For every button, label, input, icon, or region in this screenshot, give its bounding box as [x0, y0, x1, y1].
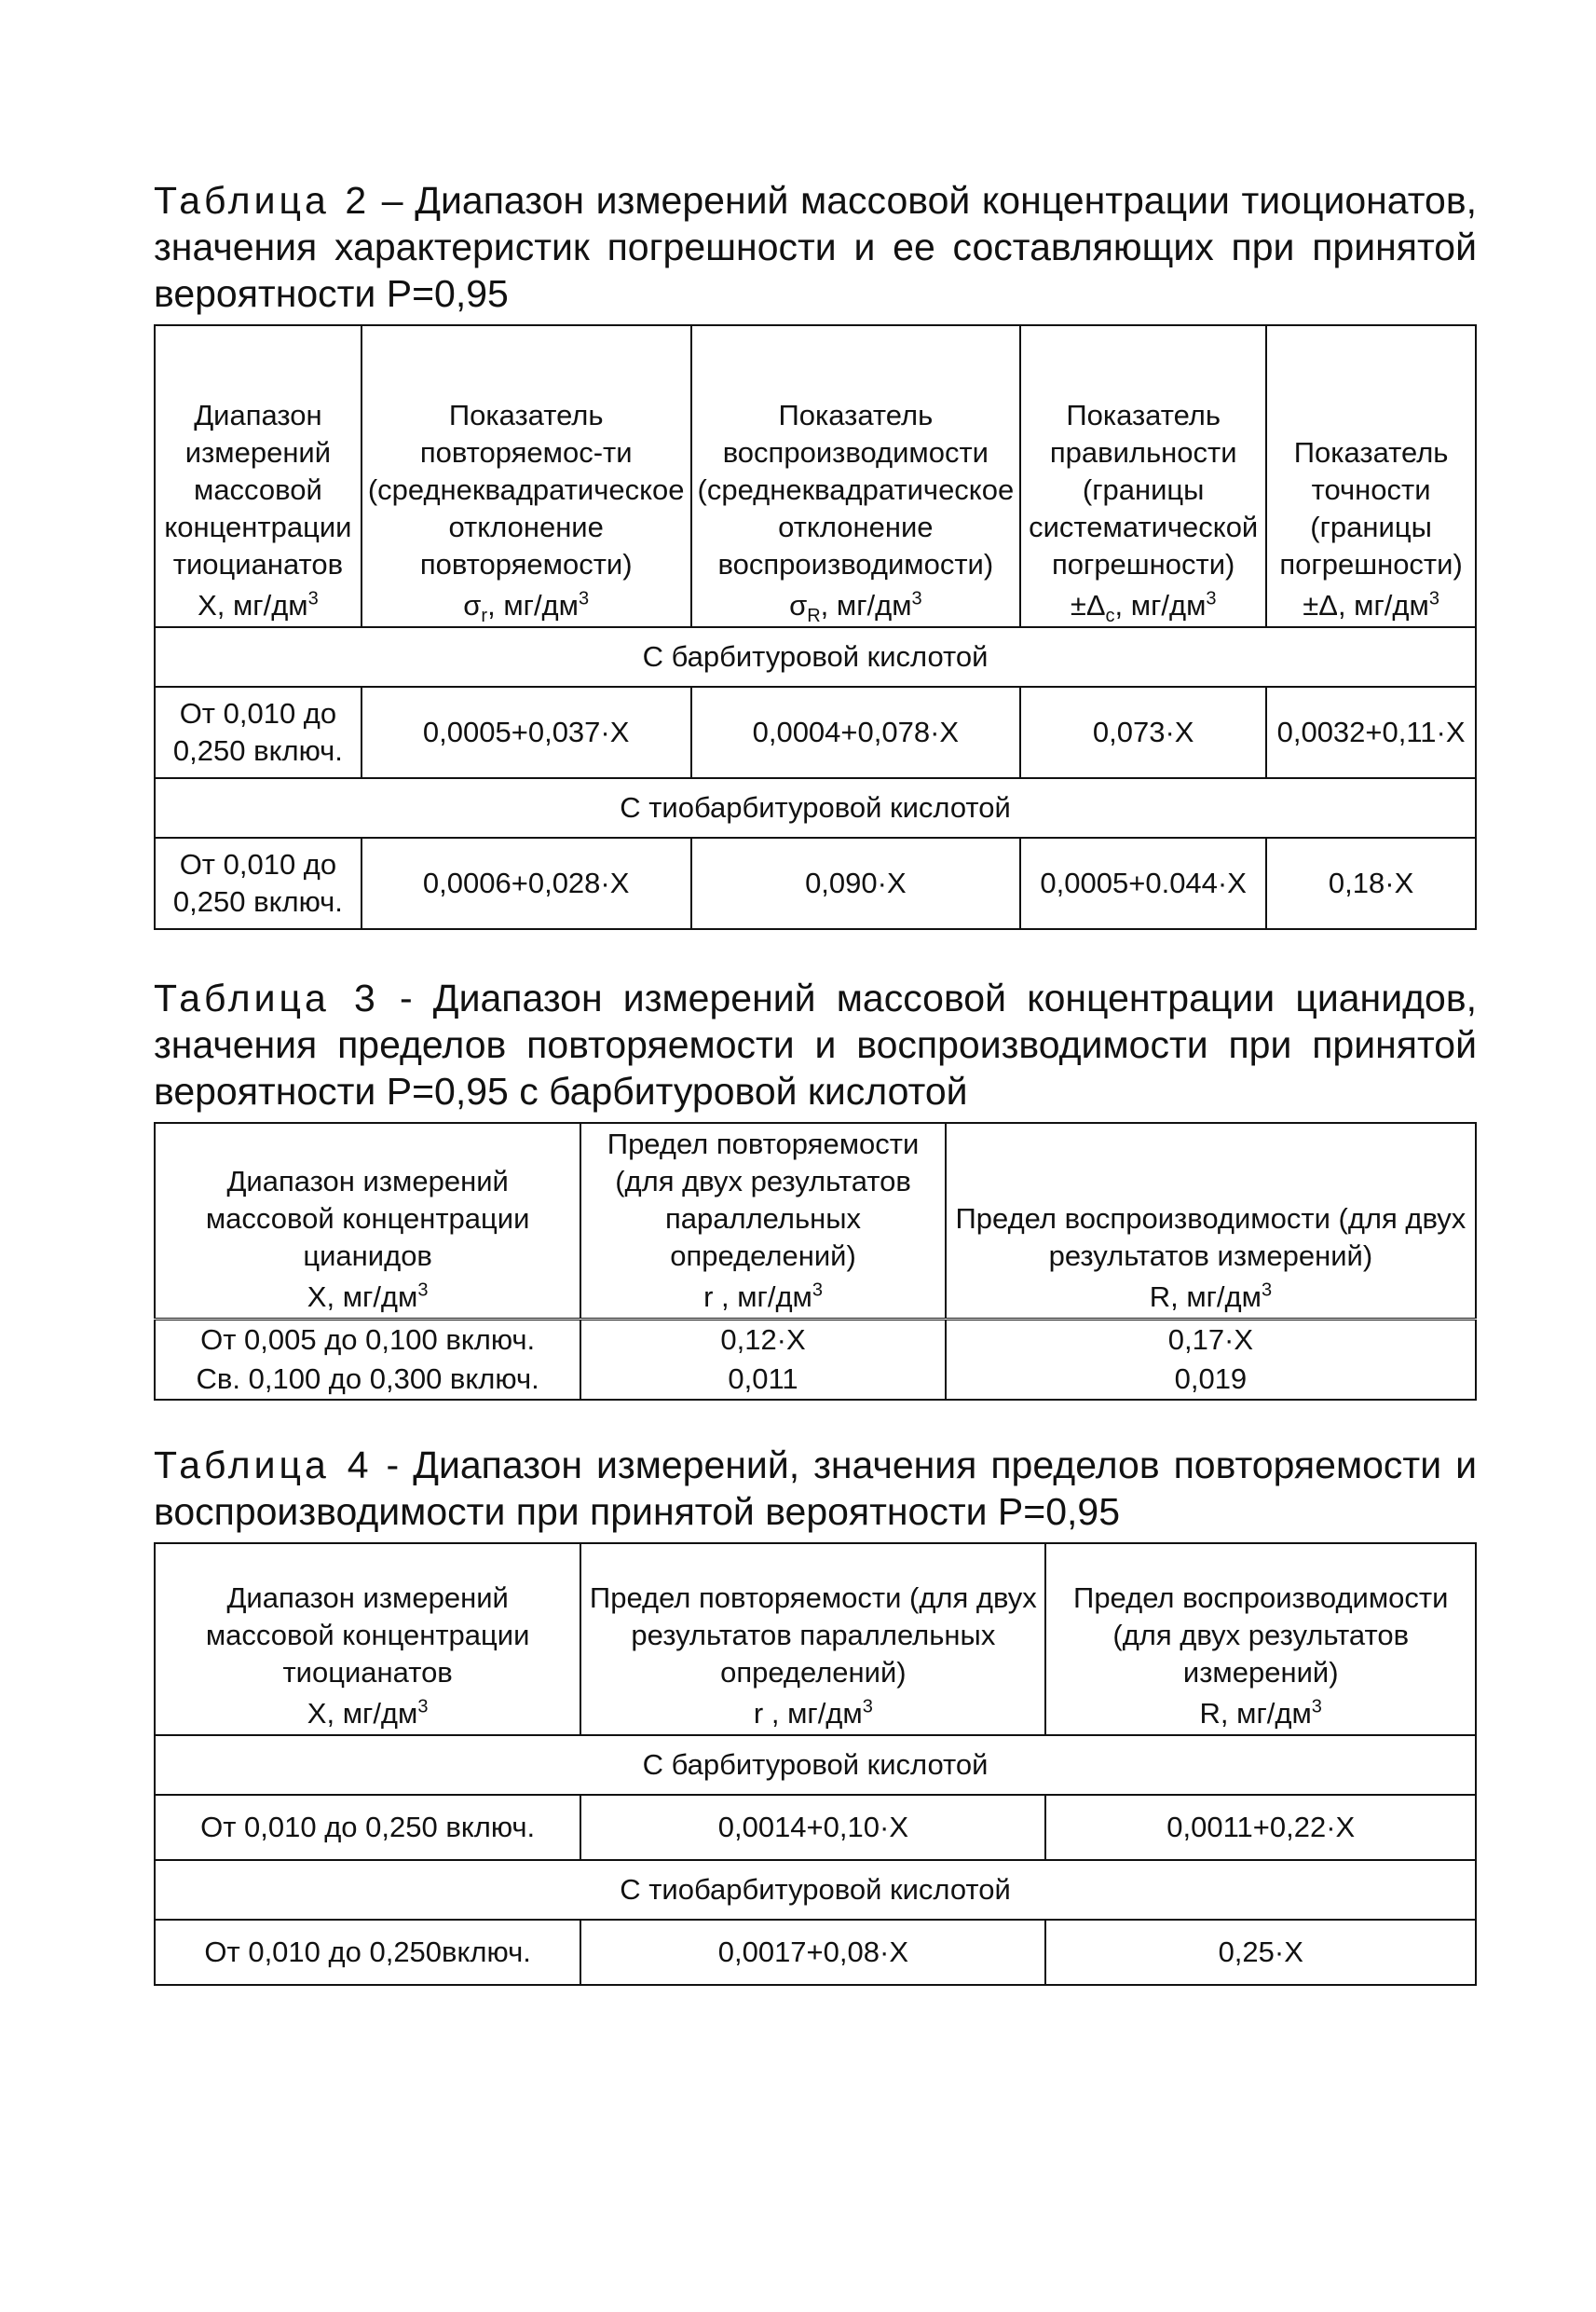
table3-unit-x: X, $мг/дм^3$: [307, 1279, 429, 1313]
table4-header-row: [155, 1543, 1476, 1735]
table3-header-repeatability: Предел повторяемости (для двух результатов параллельных определений) r , $мг/дм^3$: [580, 1123, 946, 1320]
table3-cell: 0,12·X: [580, 1320, 946, 1361]
table4-cell: 0,0014+0,10·X: [580, 1795, 1045, 1860]
table2-caption: [154, 177, 1477, 317]
table2-header-correctness: Показатель правильности (границы систематической погрешности) $\pm\Delta_с$, $мг/дм^3$: [1020, 325, 1266, 627]
table4-unit-r: r , $мг/дм^3$: [753, 1696, 873, 1730]
table2-unit-x: X, $мг/дм^3$: [198, 588, 319, 622]
table2-cell: 0,0005+0.044·X: [1020, 838, 1266, 929]
table2-header-accuracy: Показатель точности (границы погрешности) ±Δ, $мг/дм^3$: [1266, 325, 1476, 627]
table3-header-range: Диапазон измерений массовой концентрации цианидов X, $мг/дм^3$: [155, 1123, 580, 1320]
table2-unit-sigma-R: $\sigma_R$, $мг/дм^3$: [789, 588, 922, 627]
table-row: [155, 1920, 1476, 1985]
table2-unit-delta-c: $\pm\Delta_с$, $мг/дм^3$: [1070, 588, 1217, 627]
table3-cell: 0,011: [580, 1360, 946, 1400]
table2-section-barbituric: С барбитуровой кислотой: [155, 627, 1476, 687]
table4-section-row: [155, 1735, 1476, 1795]
table-row: [155, 838, 1476, 929]
table2-cell: От 0,010 до 0,250 включ.: [155, 838, 361, 929]
table2-section-row: [155, 778, 1476, 838]
table3-cell: Св. 0,100 до 0,300 включ.: [155, 1360, 580, 1400]
table2-cell: 0,0032+0,11·X: [1266, 687, 1476, 778]
table4-caption-label: Таблица 4: [154, 1443, 373, 1486]
table2-cell: От 0,010 до 0,250 включ.: [155, 687, 361, 778]
table2-unit-delta: ±Δ, $мг/дм^3$: [1303, 588, 1439, 622]
table2-section-row: [155, 627, 1476, 687]
table4-section-thiobarbituric: С тиобарбитуровой кислотой: [155, 1860, 1476, 1920]
table3-cell: 0,019: [946, 1360, 1476, 1400]
table3-unit-r: r , $мг/дм^3$: [703, 1279, 823, 1313]
table3-header-reproducibility: Предел воспроизводимости (для двух результатов измерений) R, $мг/дм^3$: [946, 1123, 1476, 1320]
table2-header-row: [155, 325, 1476, 627]
table2-cell: 0,0006+0,028·X: [361, 838, 691, 929]
table3-cell: От 0,005 до 0,100 включ.: [155, 1320, 580, 1361]
table3-header-row: [155, 1123, 1476, 1320]
table2-cell: 0,0004+0,078·X: [691, 687, 1021, 778]
table4-section-barbituric: С барбитуровой кислотой: [155, 1735, 1476, 1795]
table2-unit-sigma-r: $\sigma_r$, $мг/дм^3$: [463, 588, 590, 627]
table4-caption: [154, 1442, 1477, 1535]
table3-caption-text: - Диапазон измерений массовой концентрации цианидов, значения пределов повторяемости и воспроизводимости при принятой вероятности P=0,95 с барбитуровой кислотой: [154, 977, 1477, 1113]
table2-header-range: Диапазон измерений массовой концентрации тиоцианатов X, $мг/дм^3$: [155, 325, 361, 627]
table4-unit-x: X, $мг/дм^3$: [307, 1696, 429, 1730]
table3-caption: [154, 975, 1477, 1115]
table4: [154, 1542, 1477, 1986]
table2-caption-text: – Диапазон измерений массовой концентрации тиоционатов, значения характеристик погрешности и ее составляющих при принятой вероятности P=0,95: [154, 179, 1478, 315]
table2-section-thiobarbituric: С тиобарбитуровой кислотой: [155, 778, 1476, 838]
table-row: [155, 1320, 1476, 1361]
table4-caption-text: - Диапазон измерений, значения пределов повторяемости и воспроизводимости при принятой вероятности P=0,95: [154, 1443, 1478, 1533]
table4-cell: 0,25·X: [1045, 1920, 1476, 1985]
table4-header-reproducibility: Предел воспроизводимости (для двух результатов измерений) R, $мг/дм^3$: [1045, 1543, 1476, 1735]
table2-cell: 0,18·X: [1266, 838, 1476, 929]
table-row: [155, 1795, 1476, 1860]
table3-unit-R: R, $мг/дм^3$: [1149, 1279, 1273, 1313]
table2-caption-label: Таблица 2: [154, 179, 371, 222]
table4-header-range: Диапазон измерений массовой концентрации тиоцианатов X, $мг/дм^3$: [155, 1543, 580, 1735]
table4-unit-R: R, $мг/дм^3$: [1199, 1696, 1322, 1730]
table2: [154, 324, 1477, 930]
table2-header-repeatability: Показатель повторяемос-ти (среднеквадратическое отклонение повторяемости) $\sigma_r$, $мг/дм^3$: [361, 325, 691, 627]
table2-cell: 0,0005+0,037·X: [361, 687, 691, 778]
table4-section-row: [155, 1860, 1476, 1920]
table4-cell: От 0,010 до 0,250включ.: [155, 1920, 580, 1985]
table3-caption-label: Таблица 3: [154, 977, 379, 1019]
table2-cell: 0,073·X: [1020, 687, 1266, 778]
table3: [154, 1122, 1477, 1401]
table2-cell: 0,090·X: [691, 838, 1021, 929]
table-row: [155, 687, 1476, 778]
table2-header-reproducibility: Показатель воспроизводимости (среднеквадратическое отклонение воспроизводимости) $\sigma_R$, $мг/дм^3$: [691, 325, 1021, 627]
table4-header-repeatability: Предел повторяемости (для двух результатов параллельных определений) r , $мг/дм^3$: [580, 1543, 1045, 1735]
document-page: [154, 177, 1477, 1986]
table4-cell: От 0,010 до 0,250 включ.: [155, 1795, 580, 1860]
table4-cell: 0,0017+0,08·X: [580, 1920, 1045, 1985]
table-row: [155, 1360, 1476, 1400]
table4-cell: 0,0011+0,22·X: [1045, 1795, 1476, 1860]
table3-cell: 0,17·X: [946, 1320, 1476, 1361]
